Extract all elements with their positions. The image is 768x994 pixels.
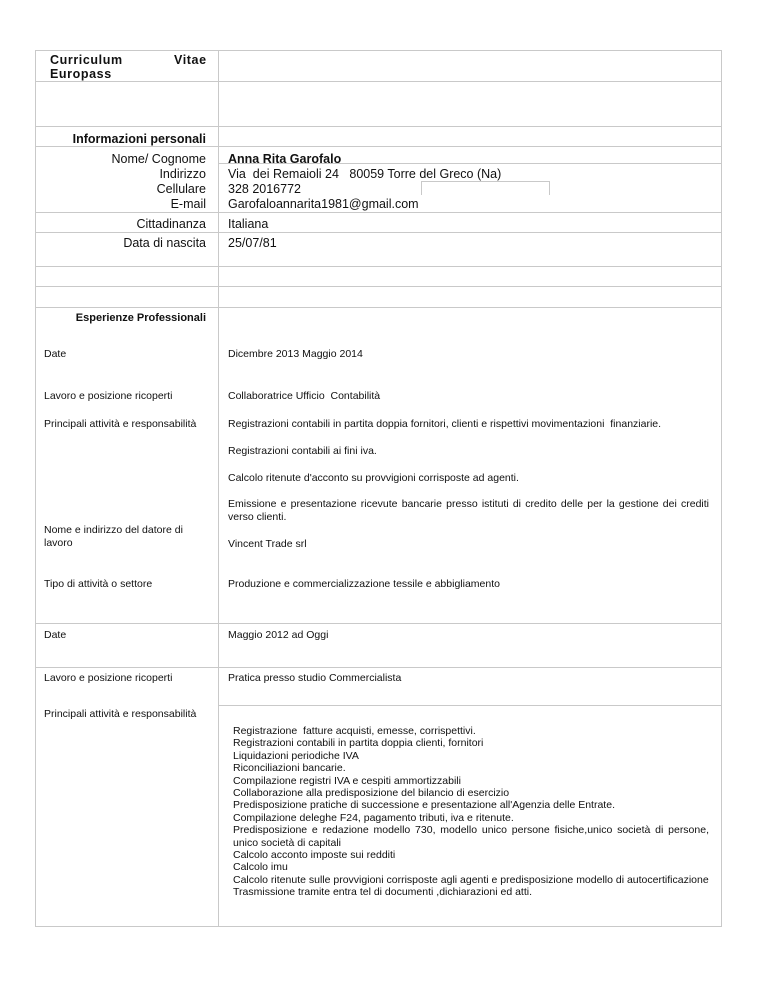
job2-date-value: Maggio 2012 ad Oggi [228, 629, 329, 641]
cv-title-vitae: Vitae [174, 53, 207, 67]
job2-activity: Calcolo imu [233, 861, 288, 874]
phone-label: Cellulare [156, 182, 206, 196]
experience-section-title: Esperienze Professionali [75, 312, 206, 324]
row-divider [35, 667, 722, 668]
job1-employer-value: Vincent Trade srl [228, 538, 307, 550]
job2-position-label: Lavoro e posizione ricoperti [44, 672, 173, 684]
job2-activity: Compilazione registri IVA e cespiti ammortizzabili [233, 774, 461, 787]
citizenship-value: Italiana [228, 217, 269, 231]
job2-activity: Registrazione fatture acquisti, emesse, corrispettivi. [233, 725, 476, 737]
job2-activity: Calcolo ritenute sulle provvigioni corrisposte agli agenti e predisposizione modello di autocertificazione [233, 873, 709, 886]
phone-row-cell [421, 181, 550, 195]
job1-activity: Calcolo ritenute d'acconto su provvigioni corrisposte ad agenti. [228, 472, 519, 484]
job1-date-value: Dicembre 2013 Maggio 2014 [228, 348, 363, 360]
birth-value: 25/07/81 [228, 236, 277, 250]
job1-date-label: Date [44, 348, 67, 360]
row-divider [35, 81, 722, 82]
name-value: Anna Rita Garofalo [228, 152, 342, 166]
column-divider [218, 50, 219, 927]
email-label: E-mail [170, 197, 206, 211]
job1-position-label: Lavoro e posizione ricoperti [44, 390, 173, 402]
job2-position-value: Pratica presso studio Commercialista [228, 672, 402, 684]
row-divider [35, 266, 722, 267]
row-divider [35, 232, 722, 233]
job1-activities-label: Principali attività e responsabilità [44, 418, 197, 430]
row-divider [218, 705, 722, 706]
row-divider [35, 623, 722, 624]
name-label: Nome/ Cognome [111, 152, 206, 166]
job2-activity: Riconciliazioni bancarie. [233, 762, 346, 775]
job1-position-value: Collaboratrice Ufficio Contabilità [228, 390, 381, 402]
job2-activity: Predisposizione e redazione modello 730, modello unico persone fisiche,unico società di persone, unico società di capitali [233, 824, 709, 849]
job2-activities-label: Principali attività e responsabilità [44, 708, 197, 720]
cv-title-line2: Europass [50, 67, 112, 81]
job2-activity: Registrazioni contabili in partita doppia clienti, fornitori [233, 737, 484, 750]
email-value: Garofaloannarita1981@gmail.com [228, 197, 419, 211]
job1-sector-label: Tipo di attività o settore [44, 578, 153, 590]
row-divider [35, 126, 722, 127]
personal-section-title: Informazioni personali [72, 132, 206, 146]
job2-activity: Compilazione deleghe F24, pagamento tributi, iva e ritenute. [233, 811, 514, 824]
row-divider [35, 212, 722, 213]
cv-title-line1: Curriculum [50, 53, 123, 67]
job2-activity: Collaborazione alla predisposizione del bilancio di esercizio [233, 787, 510, 800]
job1-sector-value: Produzione e commercializzazione tessile e abbigliamento [228, 578, 500, 590]
job2-activity: Liquidazioni periodiche IVA [233, 749, 359, 762]
job2-date-label: Date [44, 629, 67, 641]
birth-label: Data di nascita [123, 236, 206, 250]
job1-activity: Registrazioni contabili ai fini iva. [228, 445, 377, 457]
job2-activities-list [233, 725, 709, 899]
address-value: Via dei Remaioli 24 80059 Torre del Greco (Na) [228, 167, 502, 181]
phone-value: 328 2016772 [228, 182, 301, 196]
address-label: Indirizzo [159, 167, 206, 181]
job2-activity: Calcolo acconto imposte sui redditi [233, 849, 396, 862]
job2-activity: Trasmissione tramite entra tel di documenti ,dichiarazioni ed atti. [233, 886, 532, 899]
row-divider [35, 146, 722, 147]
citizenship-label: Cittadinanza [136, 217, 206, 231]
job2-activity: Predisposizione pratiche di successione e presentazione all'Agenzia delle Entrate. [233, 799, 615, 812]
row-divider [35, 286, 722, 287]
job1-activity: Registrazioni contabili in partita doppia fornitori, clienti e rispettivi movimentazioni finanziarie. [228, 418, 662, 430]
job1-activity: Emissione e presentazione ricevute bancarie presso istituti di credito delle per la gestione dei crediti verso clienti. [228, 498, 709, 523]
row-divider [35, 307, 722, 308]
job1-employer-label: Nome e indirizzo del datore di lavoro [44, 524, 183, 549]
